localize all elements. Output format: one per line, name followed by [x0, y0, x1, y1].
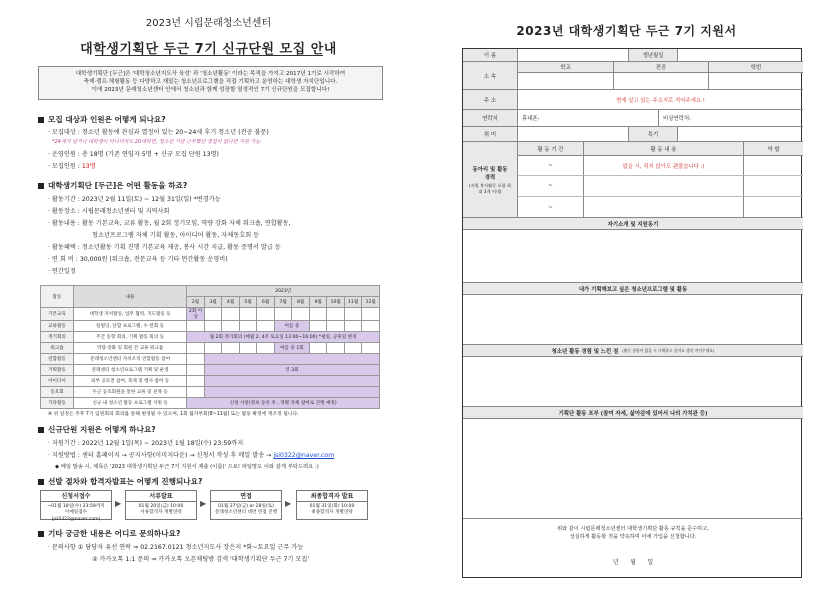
intro-line: 대학생기획단 [두근]은 '대학청소년지도사 육성' 과 '청소년활동' 이라는 목적을 가지고 2017년 1기로 시작하여 [75, 71, 346, 77]
schedule-empty-cell [292, 308, 310, 321]
activity-benefit: · 활동혜택 : 청소년활동 기획 진행 기본교육 제공, 봉사 시간 지급, 활동 증명서 발급 등 [48, 244, 281, 251]
q2-heading: 내가 기획해보고 싶은 청소년프로그램 및 활동 [578, 286, 688, 293]
schedule-row [41, 308, 380, 321]
q2-answer[interactable] [463, 295, 803, 345]
schedule-col-category: 활동 [41, 286, 74, 308]
schedule-empty-cell [222, 343, 240, 354]
pledge-line: 위와 같이 시립문래청소년센터 대학생기획단 활동 규칙을 준수하고, [557, 526, 709, 532]
schedule-row [41, 365, 380, 376]
form-row-experience [463, 142, 803, 218]
q1-heading: 자기소개 및 지원동기 [607, 221, 659, 228]
month-header: 2월 [187, 297, 205, 308]
schedule-category: 기획활동 [41, 365, 74, 376]
selection-step-title: 최종합격자 발표 [297, 491, 367, 502]
schedule-empty-cell [362, 343, 380, 354]
schedule-empty-cell [327, 308, 345, 321]
intro-line: 이에 2023년 문래청소년센터 안에서 청소년과 함께 성장할 열정적인 7기 신규단원을 모집합니다! [91, 87, 330, 94]
intro-box [38, 66, 383, 100]
schedule-empty-cell [362, 308, 380, 321]
schedule-content: 주간 동향 회의, 기획 활동 회의 등 [73, 332, 186, 343]
schedule-content: 문래청소년센터 자치조직 연합활동 참여 [73, 354, 186, 365]
schedule-empty-cell [239, 308, 257, 321]
schedule-bar: 월 2회 정기회의 (매월 2, 4주 토요일 13:00~16:00) *평일, 공휴일 변경 [187, 332, 380, 343]
month-header: 11월 [344, 297, 362, 308]
arrow-right-icon: ▶ [200, 499, 207, 508]
exp-period-input[interactable]: ~ [518, 176, 583, 197]
section-heading-contact: 기타 궁금한 내용은 어디로 문의하나요? [38, 528, 180, 539]
schedule-empty-cell [309, 343, 327, 354]
schedule-category: 교류활동 [41, 321, 74, 332]
pledge-text [463, 525, 803, 542]
schedule-category: 기본교육 [41, 308, 74, 321]
schedule-category: 동호회 [41, 387, 74, 398]
experience-label [463, 142, 518, 217]
selection-step-detail: 01월 31일(화) 10:00 최종합격자 개별연락 [309, 504, 355, 516]
bullet-square-icon [38, 479, 44, 485]
schedule-category: 연합활동 [41, 354, 74, 365]
month-header: 10월 [327, 297, 345, 308]
schedule-content: 역량 강화 및 회원 간 교류 워크숍 [73, 343, 186, 354]
schedule-empty-cell [239, 321, 257, 332]
schedule-empty-cell [344, 343, 362, 354]
schedule-empty-cell [187, 387, 205, 398]
selection-step-detail: 01월 20일(금) 10:00 서류합격자 개별연락 [138, 504, 184, 516]
schedule-table [40, 285, 380, 409]
recruitment-notice-page [0, 0, 417, 590]
q3-answer[interactable] [463, 357, 803, 407]
selection-step [210, 490, 282, 520]
hobby-input[interactable] [518, 127, 628, 141]
notice-title: 대학생기획단 두근 7기 신규단원 모집 안내 [80, 42, 337, 57]
form-row-affiliation [463, 62, 803, 90]
schedule-bar [204, 376, 379, 387]
schedule-category: 아이디어 [41, 376, 74, 387]
schedule-empty-cell [257, 343, 275, 354]
schedule-empty-cell [187, 365, 205, 376]
pledge-line: 성실하게 활동할 것을 약속하며 이에 가입을 신청합니다. [569, 534, 697, 541]
schedule-row [41, 376, 380, 387]
org-name: 2023년 시립문래청소년센터 [145, 18, 272, 29]
q4-heading-row [463, 407, 803, 419]
bullet-square-icon [38, 427, 44, 433]
schedule-empty-cell [344, 308, 362, 321]
activity-content: · 활동내용 : 활동 기본교육, 교류 활동, 월 2회 정기모임, 역량 강화 자체 워크숍, 연합활동, [48, 220, 291, 227]
schedule-empty-cell [204, 343, 222, 354]
q4-heading: 기획단 활동 포부 (참여 자세, 삶아감에 있어서 나의 가치관 등) [558, 410, 708, 417]
q3-title: 청소년 활동 경험 및 느낀 점 [551, 348, 619, 355]
schedule-bar: 여름 중 [274, 321, 309, 332]
month-header: 9월 [309, 297, 327, 308]
annual-fee: · 연 회 비 : 30,000원 (워크숍, 전문교육 등 기타 연간활동 운영비) [48, 256, 228, 263]
emergency-contact-input[interactable]: 비상연락처: [658, 110, 803, 126]
schedule-row [41, 398, 380, 409]
selection-step-title: 면접 [211, 491, 281, 502]
schedule-empty-cell [327, 343, 345, 354]
contact-kakao: ② 카카오톡 1:1 문의 ⇒ 카카오톡 오픈채팅방 검색 '대학생기획단 두근 7기 모집' [92, 556, 310, 563]
schedule-bar: 연 3회 [204, 365, 379, 376]
address-input[interactable]: 현재 살고 있는 주소지로 적어주세요 ! [616, 97, 705, 104]
exp-content-input[interactable] [583, 197, 743, 218]
phone-input[interactable]: 휴대폰: [522, 116, 540, 122]
schedule-category: 기타활동 [41, 398, 74, 409]
school-label: 학교 [518, 62, 613, 73]
selection-step-detail: 01월 27일(금) or 28일(토) 문래청소년센터 대면 면접 진행 [214, 504, 278, 516]
schedule-content: 대학생 자치활동, 업무 협력, 지도활동 등 [73, 308, 186, 321]
annual-schedule-label: · 연간일정 [48, 268, 76, 275]
month-header: 5월 [239, 297, 257, 308]
exp-period-input[interactable]: ~ [548, 204, 553, 211]
name-label: 이 름 [463, 49, 518, 61]
schedule-empty-cell [344, 321, 362, 332]
schedule-row [41, 354, 380, 365]
month-header: 4월 [222, 297, 240, 308]
month-header: 8월 [292, 297, 310, 308]
hobby-label: 취 미 [463, 127, 518, 141]
schedule-empty-cell [204, 308, 222, 321]
birth-input[interactable] [678, 49, 803, 61]
schedule-bar [204, 387, 379, 398]
application-form [462, 48, 802, 578]
schedule-bar: 신청 사항(정보 등록 후 , 개별 자체 참여로 진행 예정) [187, 398, 380, 409]
month-header: 3월 [204, 297, 222, 308]
schedule-bar [204, 354, 379, 365]
student-id-label: 학번 [708, 62, 803, 73]
schedule-empty-cell [309, 308, 327, 321]
skill-label: 특기 [628, 127, 678, 141]
major-label: 전공 [613, 62, 708, 73]
schedule-empty-cell [222, 321, 240, 332]
school-input[interactable] [518, 73, 613, 90]
exp-role-input[interactable] [743, 156, 803, 176]
form-row-hobby [463, 127, 803, 142]
form-row-name [463, 49, 803, 62]
exp-content-input[interactable]: 없을 시, 적지 않아도 괜찮습니다 :) [583, 156, 743, 176]
apply-mail-note: ◆ 메일 발송 시, 제목은 '2023 대학생기획단 두근 7기 지원서 제출 (이름)' 으로! 파일명도 이와 같게 부탁드려요 :) [55, 464, 319, 470]
selection-step-title: 서류발표 [126, 491, 196, 502]
selection-step-detail: ~01월 18일(수) 23:59까지 이메일접수 (jsi0322@naver.com) [47, 504, 105, 522]
form-row-address [463, 90, 803, 110]
schedule-row [41, 332, 380, 343]
form-row-contact [463, 110, 803, 127]
skill-input[interactable] [678, 127, 803, 141]
apply-period: · 지원기간 : 2022년 12월 1일(목) ~ 2023년 1월 18일(수) 23:59까지 [48, 440, 244, 447]
pledge-section [463, 519, 803, 579]
name-input[interactable] [518, 49, 628, 61]
date-line[interactable]: 년 월 일 [612, 559, 654, 566]
selection-step [296, 490, 368, 520]
apply-method: · 지원방법 : 센터 홈페이지 → 공지사항(이미지다운) → 신청서 작성 후 메일 발송 → jsi0322@naver.com [48, 452, 335, 459]
schedule-empty-cell [187, 376, 205, 387]
activity-content-cont: 청소년프로그램 자체 기획 활동, 아이디어 활동, 자체동호회 등 [92, 232, 260, 239]
section-heading-selection: 선발 절차와 합격자발표는 어떻게 진행되나요? [38, 476, 202, 487]
exp-period-header: 활 동 기 간 [518, 142, 583, 156]
recruit-count: · 모집인원 : 13명 [48, 163, 96, 170]
contact-email-link[interactable]: jsi0322@naver.com [273, 452, 335, 459]
q3-heading-row [463, 345, 803, 357]
section-heading-recruit: 모집 대상과 인원은 어떻게 되나요? [38, 114, 166, 125]
bullet-square-icon [38, 117, 44, 123]
student-id-input[interactable] [708, 73, 803, 90]
exp-content-input[interactable] [583, 176, 743, 197]
month-header: 12월 [362, 297, 380, 308]
address-label: 주 소 [463, 90, 518, 109]
schedule-row [41, 387, 380, 398]
selection-step [40, 490, 112, 520]
recruit-target: · 모집대상 : 청소년 활동에 관심과 열정이 있는 20~24세 후기 청소년 (전공 불문) [48, 129, 269, 136]
schedule-empty-cell [239, 343, 257, 354]
intro-line: 축제·캠프·체험활동 등 다양하고 재밌는 청소년프로그램을 직접 기획하고 운영하는 대학생 자치단입니다. [83, 79, 338, 86]
activity-place: · 활동장소 : 시립문래청소년센터 및 지역사회 [48, 208, 170, 215]
schedule-bar: 여름 중 1회 [274, 343, 309, 354]
experience-title: 동아리 및 활동 경력 [472, 166, 508, 181]
schedule-col-content: 내용 [73, 286, 186, 308]
schedule-empty-cell [257, 321, 275, 332]
schedule-content: 신규 내 청소년 활동 프로그램 지원 등 [73, 398, 186, 409]
selection-step-title: 신청서접수 [41, 491, 111, 502]
birth-label: 생년월일 [628, 49, 678, 61]
schedule-empty-cell [187, 321, 205, 332]
schedule-content: 팀빌딩, 단합 프로그램, 수 련회 등 [73, 321, 186, 332]
recruit-operation: · 운영인원 : 총 18명 (기존 연임자 5명 + 신규 모집 단원 13명) [48, 151, 219, 158]
experience-note: (자원 봉사활동 포함 최대 3개 이내) [468, 182, 512, 194]
schedule-empty-cell [222, 308, 240, 321]
month-header: 6월 [257, 297, 275, 308]
schedule-empty-cell [187, 343, 205, 354]
schedule-content: 문래센터 청소년프로그램 기획 및 운영 [73, 365, 186, 376]
form-title: 2023년 대학생기획단 두근 7기 지원서 [516, 24, 737, 38]
activity-period: · 활동기간 : 2023년 2월 11일(토) ~ 12월 31일(일) *변경가능 [48, 196, 221, 203]
exp-period-input[interactable]: ~ [518, 156, 583, 176]
q3-note: (활동 경험이 없을 시 기획하고 싶어요 생각 적어주세요) [622, 347, 715, 353]
section-heading-activity: 대학생기획단 [두근]은 어떤 활동을 하죠? [38, 180, 187, 191]
q2-heading-row [463, 283, 803, 295]
recruit-target-note: *24세가 넘거나 대학생이 아니더라도 20대라면, 청소년 기관 근무했던 경험이 없다면 지원 가능. [52, 139, 262, 145]
contact-phone: · 문의사항 ① 담당자 유선 연락 ⇒ 02.2167.0121 청소년지도사 장은지 *화~토요일 근무 가능 [48, 544, 304, 551]
title-underline [95, 55, 323, 56]
schedule-empty-cell [309, 321, 327, 332]
arrow-right-icon: ▶ [285, 499, 292, 508]
schedule-content: 두근 동호회원을 통한 교류 및 친목 등 [73, 387, 186, 398]
affiliation-label: 소 속 [463, 62, 518, 89]
schedule-empty-cell [274, 308, 292, 321]
month-header: 7월 [274, 297, 292, 308]
schedule-content: 외부 공모전 참여, 축제 및 행사 참여 등 [73, 376, 186, 387]
schedule-category: 정기회의 [41, 332, 74, 343]
schedule-note: ※ 위 일정은 추후 7기 임원회의 회의를 통해 변경될 수 있으며, 1회 월자부회(8~11월) 또는 활동 확정에 재조정 됩니다. [48, 412, 299, 417]
schedule-year: 2023년 [187, 286, 380, 297]
schedule-empty-cell [187, 354, 205, 365]
selection-step [125, 490, 197, 520]
schedule-category: 워크숍 [41, 343, 74, 354]
q4-answer[interactable] [463, 419, 803, 519]
exp-role-input[interactable] [743, 197, 803, 218]
q1-answer[interactable] [463, 230, 803, 283]
schedule-empty-cell [327, 321, 345, 332]
q3-heading [463, 345, 803, 356]
application-form-page [418, 0, 835, 590]
arrow-right-icon: ▶ [115, 499, 122, 508]
schedule-empty-cell [362, 321, 380, 332]
contact-label: 연락처 [463, 110, 518, 126]
major-input[interactable] [613, 73, 708, 90]
schedule-empty-cell [257, 308, 275, 321]
schedule-bar: 2회 이상 [187, 308, 205, 321]
schedule-row [41, 343, 380, 354]
q1-heading-row [463, 218, 803, 230]
exp-content-header: 활 동 내 용 [583, 142, 743, 156]
bullet-square-icon [38, 183, 44, 189]
exp-role-input[interactable] [743, 176, 803, 197]
exp-role-header: 역 할 [743, 142, 803, 156]
bullet-square-icon [38, 531, 44, 537]
schedule-row [41, 321, 380, 332]
schedule-empty-cell [204, 321, 222, 332]
section-heading-apply: 신규단원 지원은 어떻게 하나요? [38, 424, 156, 435]
